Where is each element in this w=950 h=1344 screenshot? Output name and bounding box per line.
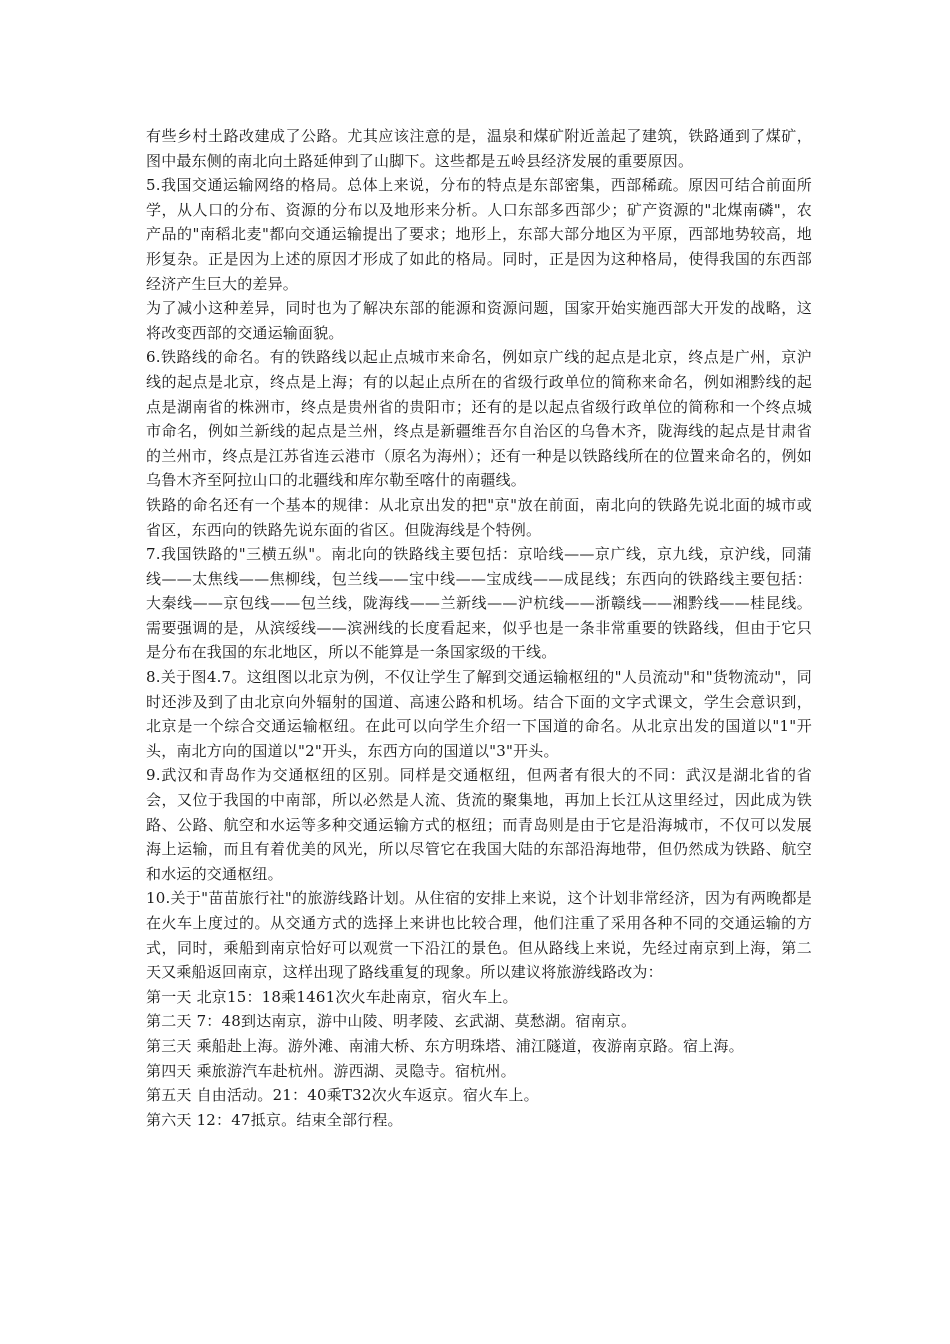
itinerary-day: 第四天 乘旅游汽车赴杭州。游西湖、灵隐寺。宿杭州。 bbox=[146, 1061, 516, 1080]
paragraph-western-development: 为了减小这种差异，同时也为了解决东部的能源和资源问题，国家开始实施西部大开发的战略，这将改变西部的交通运输面貌。 bbox=[146, 299, 812, 342]
itinerary-list bbox=[146, 985, 812, 1133]
itinerary-day: 第五天 自由活动。21：40乘T32次火车返京。宿火车上。 bbox=[146, 1086, 539, 1105]
paragraph-6-railway-naming: 6.铁路线的命名。有的铁路线以起止点城市来命名，例如京广线的起点是北京，终点是广州，京沪线的起点是北京，终点是上海；有的以起止点所在的省级行政单位的简称来命名，例如湘黔线的起点是湖南省的株洲市，终点是贵州省的贵阳市；还有的是以起点省级行政单位的简称和一个终点城市命名，例如兰新线的起点是兰州，终点是新疆维吾尔自治区的乌鲁木齐，陇海线的起点是甘肃省的兰州市，终点是江苏省连云港市（原名为海州）；还有一种是以铁路线所在的位置来命名的，例如乌鲁木齐至阿拉山口的北疆线和库尔勒至喀什的南疆线。 bbox=[146, 348, 812, 490]
itinerary-day: 第二天 7：48到达南京，游中山陵、明孝陵、玄武湖、莫愁湖。宿南京。 bbox=[146, 1012, 637, 1031]
paragraph-10-travel-plan: 10.关于"苗苗旅行社"的旅游线路计划。从住宿的安排上来说，这个计划非常经济，因为有两晚都是在火车上度过的。从交通方式的选择上来讲也比较合理，他们注重了采用各种不同的交通运输的方式，同时，乘船到南京恰好可以观赏一下沿江的景色。但从路线上来说，先经过南京到上海，第二天又乘船返回南京，这样出现了路线重复的现象。所以建议将旅游线路改为： bbox=[146, 889, 812, 982]
paragraph-railway-naming-rule: 铁路的命名还有一个基本的规律：从北京出发的把"京"放在前面，南北向的铁路先说北面的城市或省区，东西向的铁路先说东面的省区。但陇海线是个特例。 bbox=[146, 495, 812, 539]
itinerary-day: 第一天 北京15：18乘1461次火车赴南京，宿火车上。 bbox=[146, 987, 518, 1006]
paragraph-7-railway-lines: 7.我国铁路的"三横五纵"。南北向的铁路线主要包括：京哈线——京广线，京九线，京沪线，同蒲线——太焦线——焦柳线，包兰线——宝中线——宝成线——成昆线；东西向的铁路线主要包括：大秦线——京包线——包兰线，陇海线——兰新线——沪杭线——浙赣线——湘黔线——桂昆线。需要强调的是，从滨绥线——滨洲线的长度看起来，似乎也是一条非常重要的铁路线，但由于它只是分布在我国的东北地区，所以不能算是一条国家级的干线。 bbox=[146, 545, 812, 662]
itinerary-day: 第三天 乘船赴上海。游外滩、南浦大桥、东方明珠塔、浦江隧道，夜游南京路。宿上海。 bbox=[146, 1036, 744, 1055]
paragraph-9-wuhan-qingdao: 9.武汉和青岛作为交通枢纽的区别。同样是交通枢纽，但两者有很大的不同：武汉是湖北省的省会，又位于我国的中南部，所以必然是人流、货流的聚集地，再加上长江从这里经过，因此成为铁路、公路、航空和水运等多种交通运输方式的枢纽；而青岛则是由于它是沿海城市，不仅可以发展海上运输，而且有着优美的风光，所以尽管它在我国大陆的东部沿海地带，但仍然成为铁路、航空和水运的交通枢纽。 bbox=[146, 766, 812, 883]
paragraph-5-transport-network: 5.我国交通运输网络的格局。总体上来说，分布的特点是东部密集，西部稀疏。原因可结合前面所学，从人口的分布、资源的分布以及地形来分析。人口东部多西部少；矿产资源的"北煤南磷"，农产品的"南稻北麦"都向交通运输提出了要求；地形上，东部大部分地区为平原，西部地势较高，地形复杂。正是因为上述的原因才形成了如此的格局。同时，正是因为这种格局，使得我国的东西部经济产生巨大的差异。 bbox=[146, 176, 812, 293]
paragraph-8-figure-4-7: 8.关于图4.7。这组图以北京为例，不仅让学生了解到交通运输枢纽的"人员流动"和"货物流动"，同时还涉及到了由北京向外辐射的国道、高速公路和机场。结合下面的文字式课文，学生会意识到，北京是一个综合交通运输枢纽。在此可以向学生介绍一下国道的命名。从北京出发的国道以"1"开头，南北方向的国道以"2"开头，东西方向的国道以"3"开头。 bbox=[146, 668, 812, 760]
itinerary-day: 第六天 12：47抵京。结束全部行程。 bbox=[146, 1110, 403, 1129]
document-page bbox=[146, 124, 812, 1132]
paragraph-continuation: 有些乡村土路改建成了公路。尤其应该注意的是，温泉和煤矿附近盖起了建筑，铁路通到了煤矿，图中最东侧的南北向土路延伸到了山脚下。这些都是五岭县经济发展的重要原因。 bbox=[146, 127, 812, 170]
